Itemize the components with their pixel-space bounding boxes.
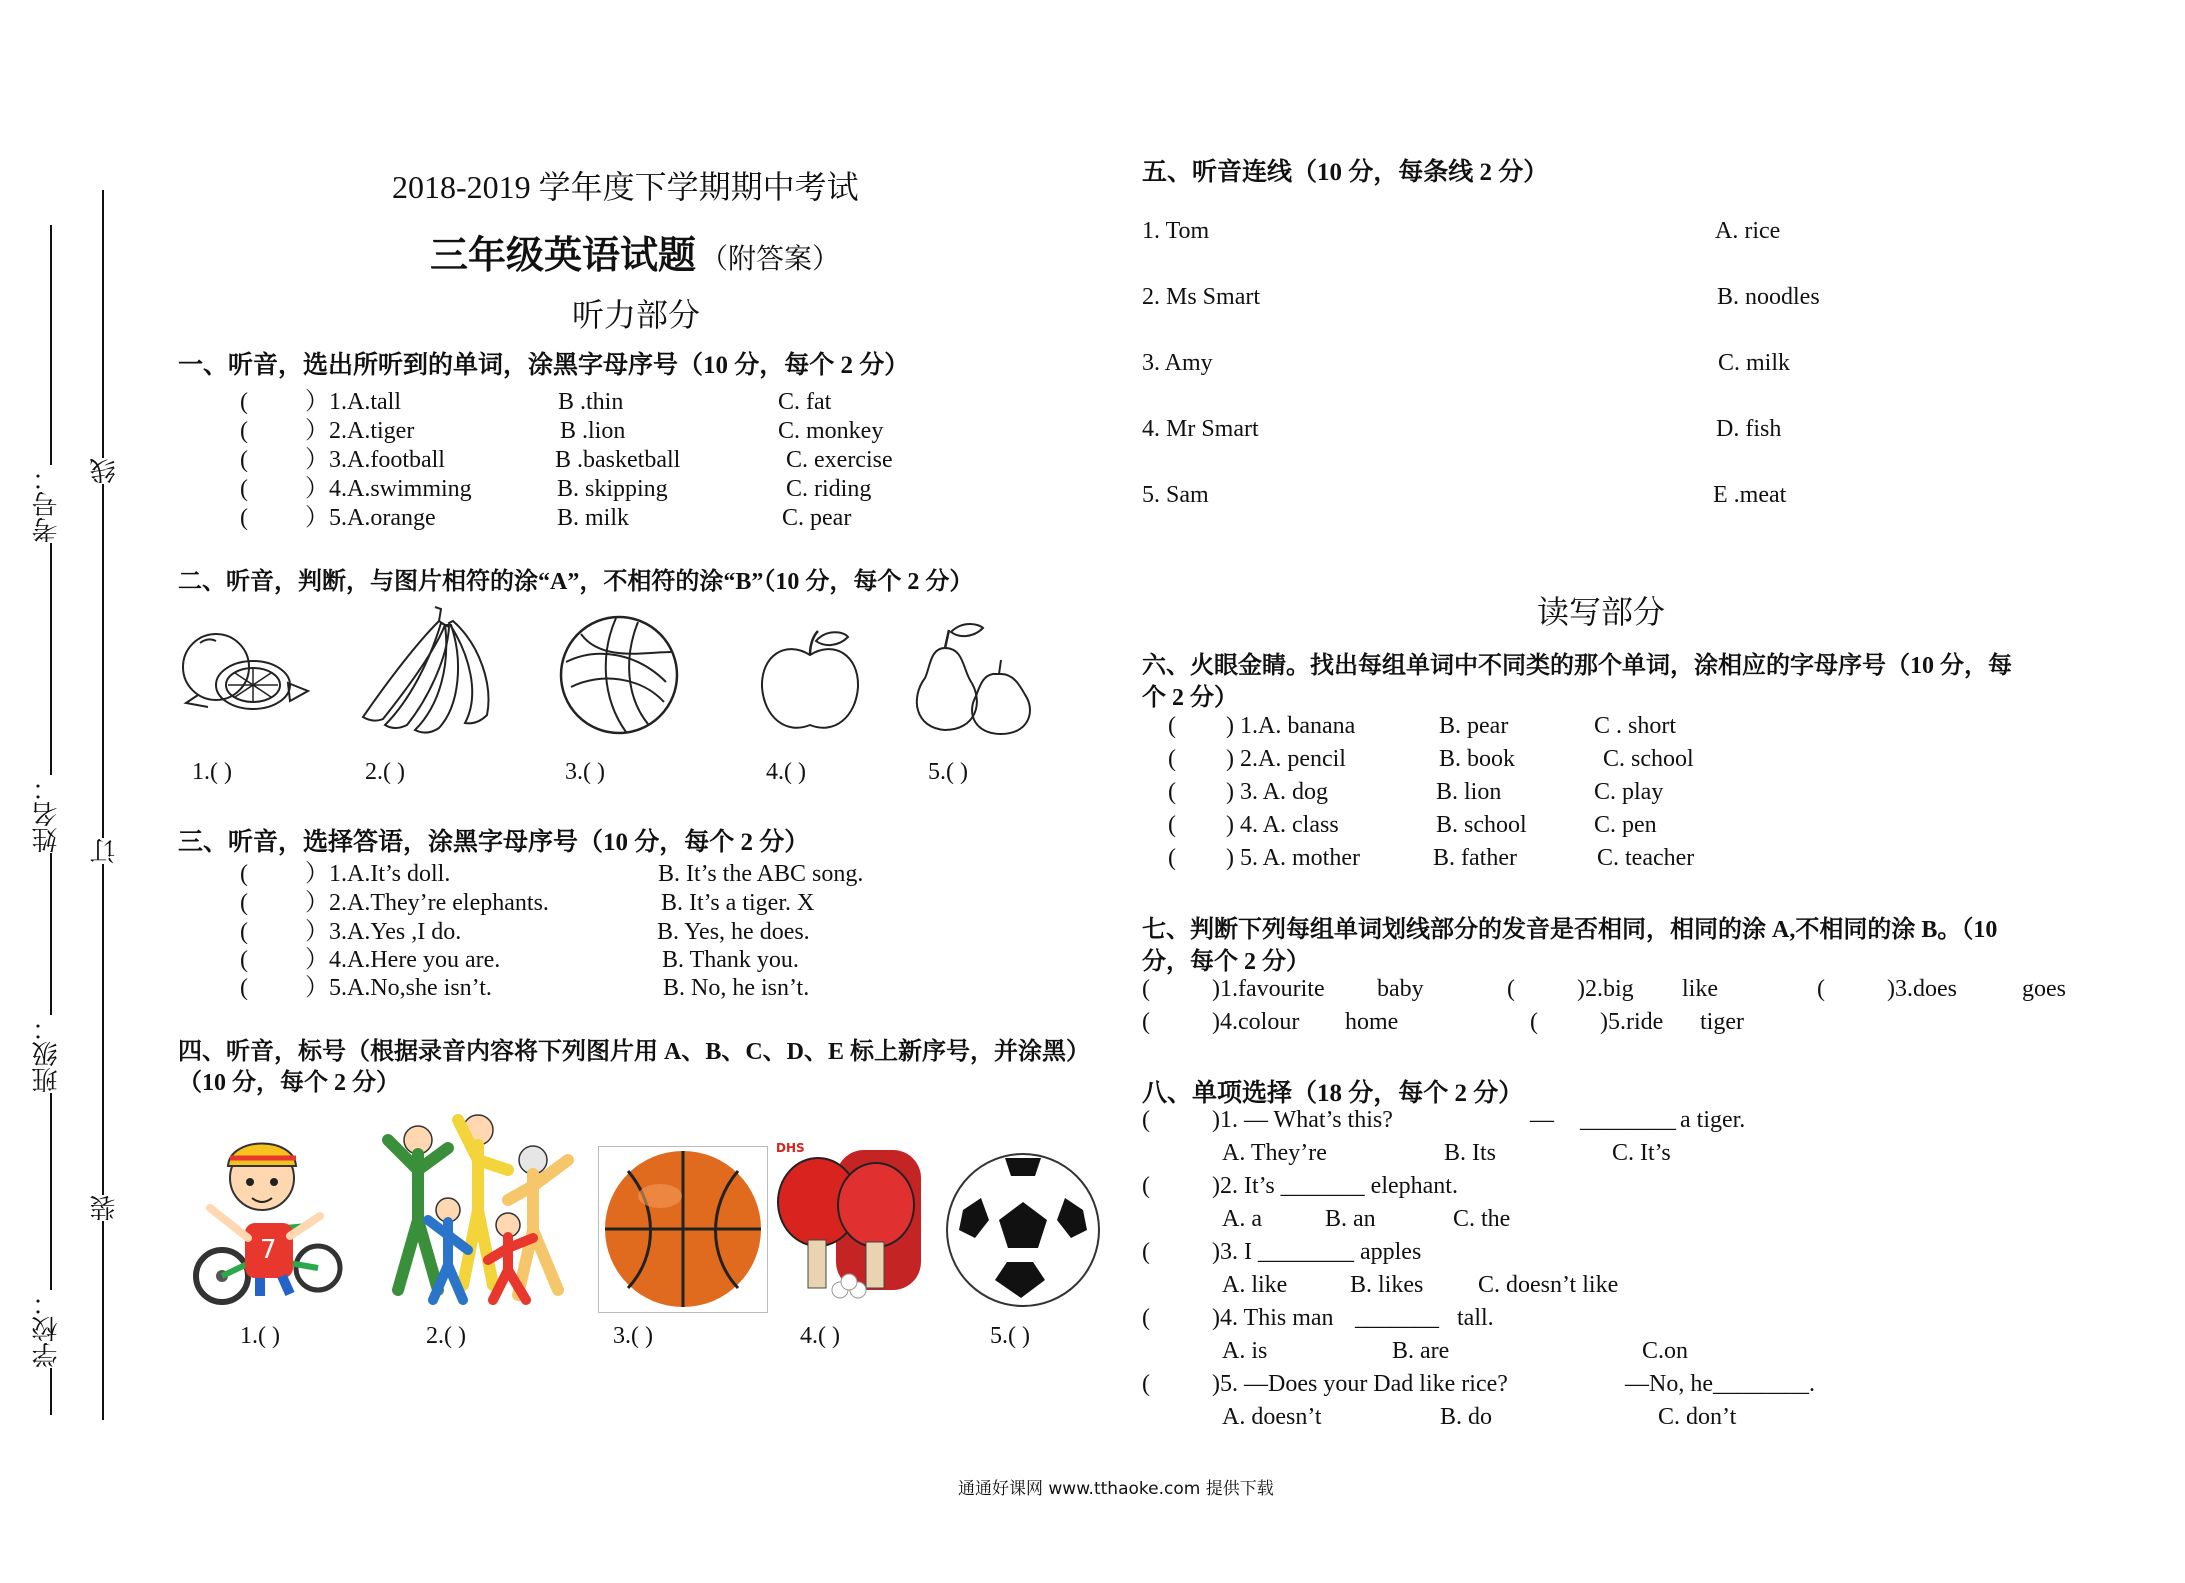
- answer-bracket[interactable]: (: [1142, 1009, 1150, 1035]
- option-c[interactable]: C. fat: [778, 389, 832, 415]
- option-c[interactable]: C . short: [1594, 713, 1677, 739]
- option-b[interactable]: B. an: [1325, 1206, 1376, 1232]
- answer-bracket[interactable]: (: [1142, 976, 1150, 1002]
- s8-q1: [1142, 1107, 1745, 1134]
- option-b[interactable]: B. lion: [1436, 779, 1502, 805]
- answer-bracket[interactable]: (: [240, 919, 248, 945]
- listening-heading: 听力部分: [572, 297, 701, 333]
- s2-answer-1[interactable]: 1.( ): [192, 759, 232, 785]
- ping-pong-picture: [776, 1140, 926, 1308]
- label-class: 班级：: [28, 1015, 65, 1093]
- option-c[interactable]: C. doesn’t like: [1478, 1272, 1619, 1298]
- s6-row1: [1168, 713, 1676, 740]
- s8-q4: [1142, 1305, 1494, 1332]
- s2-answer-5[interactable]: 5.( ): [928, 759, 968, 785]
- option-a[interactable]: ）3.A.Yes ,I do.: [305, 919, 462, 945]
- exam-title: [430, 224, 840, 279]
- option-b[interactable]: B. do: [1440, 1404, 1493, 1430]
- mark-bind: 装: [86, 1195, 123, 1221]
- option-a[interactable]: ) 2.A. pencil: [1226, 746, 1346, 772]
- option-c[interactable]: C. exercise: [786, 447, 893, 473]
- option-c[interactable]: C. school: [1603, 746, 1694, 772]
- option-a[interactable]: ）1.A.It’s doll.: [305, 861, 451, 887]
- section8-title: 八、单项选择（18 分，每个 2 分）: [1142, 1080, 1524, 1107]
- volleyball-picture: [556, 612, 682, 738]
- option-b[interactable]: B. are: [1392, 1338, 1450, 1364]
- answer-bracket[interactable]: (: [1507, 976, 1515, 1002]
- answer-bracket[interactable]: (: [240, 418, 248, 444]
- section7-title: 七、判断下列每组单词划线部分的发音是否相同，相同的涂 A,不相同的涂 B。（10: [1142, 917, 1998, 943]
- answer-bracket[interactable]: (: [1168, 812, 1176, 838]
- answer-bracket[interactable]: (: [240, 947, 248, 973]
- section6-title: 六、火眼金睛。找出每组单词中不同类的那个单词，涂相应的字母序号（10 分，每: [1142, 653, 2012, 679]
- s8-q3: [1142, 1239, 1421, 1266]
- apple-picture: [756, 625, 864, 740]
- s8-q1-options: [1222, 1140, 1671, 1167]
- question: )1. — What’s this?: [1212, 1107, 1393, 1133]
- label-school: 学校：: [28, 1290, 65, 1368]
- s2-answer-2[interactable]: 2.( ): [365, 759, 405, 785]
- answer-bracket[interactable]: (: [1142, 1305, 1150, 1331]
- option-b[interactable]: B. It’s the ABC song.: [658, 861, 864, 887]
- option-c[interactable]: C. don’t: [1658, 1404, 1737, 1430]
- option-c[interactable]: C. pen: [1594, 812, 1657, 838]
- word: )3.does: [1887, 976, 1957, 1002]
- s3-row5: [240, 967, 809, 1002]
- option-a[interactable]: ）5.A.No,she isn’t.: [305, 975, 492, 1001]
- s5-left-3[interactable]: 3. Amy: [1142, 350, 1213, 376]
- option-a[interactable]: ）3.A.football: [305, 447, 445, 473]
- word: goes: [2022, 976, 2066, 1002]
- answer-bracket[interactable]: (: [240, 975, 248, 1001]
- label-exam-number: 考号：: [28, 465, 65, 543]
- word: )1.favourite: [1212, 976, 1325, 1002]
- option-b[interactable]: B. father: [1433, 845, 1517, 871]
- s2-answer-4[interactable]: 4.( ): [766, 759, 806, 785]
- banana-picture: [355, 605, 495, 740]
- section7-title-cont: 分，每个 2 分）: [1142, 949, 1310, 975]
- answer-bracket[interactable]: (: [1168, 713, 1176, 739]
- option-a[interactable]: A. doesn’t: [1222, 1404, 1322, 1430]
- option-a[interactable]: A. a: [1222, 1206, 1262, 1232]
- option-a[interactable]: ) 1.A. banana: [1226, 713, 1356, 739]
- option-b[interactable]: B. book: [1439, 746, 1516, 772]
- answer-bracket[interactable]: (: [240, 447, 248, 473]
- s6-row4: [1168, 812, 1657, 839]
- answer-bracket[interactable]: (: [1142, 1239, 1150, 1265]
- option-c[interactable]: C. teacher: [1597, 845, 1695, 871]
- s2-answer-3[interactable]: 3.( ): [565, 759, 605, 785]
- section4-title-cont: （10 分，每个 2 分）: [178, 1070, 400, 1096]
- option-b[interactable]: B. No, he isn’t.: [663, 975, 810, 1001]
- soccer-ball-picture: [943, 1150, 1103, 1310]
- question: )4. This man: [1212, 1305, 1334, 1331]
- s7-row2: [1142, 1009, 1744, 1036]
- s5-right-a[interactable]: A. rice: [1715, 218, 1781, 244]
- option-b[interactable]: B. Its: [1444, 1140, 1497, 1166]
- boy-riding-bike-picture: [190, 1118, 350, 1308]
- question-end: tall.: [1457, 1305, 1494, 1331]
- answer-bracket[interactable]: (: [1817, 976, 1825, 1002]
- answer-bracket[interactable]: (: [240, 505, 248, 531]
- s5-right-b[interactable]: B. noodles: [1717, 284, 1820, 310]
- question-end: a tiger.: [1680, 1107, 1746, 1133]
- option-b[interactable]: B .basketball: [555, 447, 681, 473]
- option-c[interactable]: C. riding: [786, 476, 872, 502]
- answer-bracket[interactable]: (: [1142, 1173, 1150, 1199]
- option-b[interactable]: B. skipping: [557, 476, 668, 502]
- s8-q5-options: [1222, 1404, 1736, 1431]
- mark-staple: 订: [86, 838, 123, 864]
- s8-q3-options: [1222, 1272, 1618, 1299]
- answer-bracket[interactable]: (: [1168, 746, 1176, 772]
- option-b[interactable]: B. pear: [1439, 713, 1509, 739]
- option-a[interactable]: ）4.A.Here you are.: [305, 947, 501, 973]
- answer-bracket[interactable]: (: [240, 389, 248, 415]
- option-b[interactable]: B. Thank you.: [662, 947, 799, 973]
- word: )2.big: [1577, 976, 1634, 1002]
- s8-q4-options: [1222, 1338, 1688, 1365]
- question: )3. I ________ apples: [1212, 1239, 1422, 1265]
- option-c[interactable]: C. the: [1453, 1206, 1511, 1232]
- option-a[interactable]: ) 5. A. mother: [1226, 845, 1360, 871]
- s8-q5: [1142, 1371, 1815, 1398]
- option-a[interactable]: ）2.A.tiger: [305, 418, 415, 444]
- section5-title: 五、听音连线（10 分，每条线 2 分）: [1142, 159, 1549, 186]
- family-exercising-picture: [368, 1100, 593, 1310]
- blank[interactable]: _______: [1355, 1305, 1439, 1331]
- answer-bracket[interactable]: (: [1168, 845, 1176, 871]
- word: baby: [1377, 976, 1424, 1002]
- s6-row5: [1168, 845, 1694, 872]
- answer-prompt[interactable]: —No, he________.: [1625, 1371, 1815, 1397]
- section4-title: 四、听音，标号（根据录音内容将下列图片用 A、B、C、D、E 标上新序号，并涂黑）: [178, 1039, 1091, 1065]
- s8-q2: [1142, 1173, 1458, 1200]
- s8-q2-options: [1222, 1206, 1510, 1233]
- answer-bracket[interactable]: (: [240, 861, 248, 887]
- blank[interactable]: ________: [1580, 1107, 1676, 1133]
- s4-answer-1[interactable]: 1.( ): [240, 1323, 280, 1349]
- pear-picture: [905, 618, 1040, 738]
- word: tiger: [1700, 1009, 1744, 1035]
- option-b[interactable]: B. likes: [1350, 1272, 1424, 1298]
- section1-title: 一、听音，选出所听到的单词，涂黑字母序号（10 分，每个 2 分）: [178, 352, 910, 379]
- svg-text:DHS: DHS: [776, 1141, 805, 1155]
- s5-left-4[interactable]: 4. Mr Smart: [1142, 416, 1259, 442]
- answer-bracket[interactable]: (: [240, 890, 248, 916]
- option-c[interactable]: C. It’s: [1612, 1140, 1671, 1166]
- option-b[interactable]: B. school: [1436, 812, 1527, 838]
- exam-year-line: 2018-2019 学年度下学期期中考试: [392, 169, 859, 205]
- option-a[interactable]: ）2.A.They’re elephants.: [305, 890, 549, 916]
- option-c[interactable]: C. play: [1594, 779, 1664, 805]
- section2-title: 二、听音，判断，与图片相符的涂“A”，不相符的涂“B”（10 分，每个 2 分）: [178, 569, 974, 595]
- option-c[interactable]: C. monkey: [778, 418, 884, 444]
- s5-left-2[interactable]: 2. Ms Smart: [1142, 284, 1261, 310]
- svg-text:7: 7: [260, 1235, 277, 1265]
- answer-bracket[interactable]: (: [1142, 1107, 1150, 1133]
- answer-bracket[interactable]: (: [1530, 1009, 1538, 1035]
- option-a[interactable]: A. They’re: [1222, 1140, 1327, 1166]
- option-b[interactable]: B. milk: [557, 505, 630, 531]
- option-a[interactable]: A. like: [1222, 1272, 1288, 1298]
- option-a[interactable]: ）1.A.tall: [305, 389, 401, 415]
- orange-picture: [178, 625, 318, 720]
- s1-row5: [240, 497, 851, 532]
- word: home: [1345, 1009, 1399, 1035]
- s5-right-e[interactable]: E .meat: [1713, 482, 1787, 508]
- option-a[interactable]: ) 3. A. dog: [1226, 779, 1328, 805]
- section3-title: 三、听音，选择答语，涂黑字母序号（10 分，每个 2 分）: [178, 829, 810, 856]
- word: )4.colour: [1212, 1009, 1300, 1035]
- answer-bracket[interactable]: (: [240, 476, 248, 502]
- word: )5.ride: [1600, 1009, 1664, 1035]
- option-a[interactable]: ）5.A.orange: [305, 505, 436, 531]
- option-a[interactable]: A. is: [1222, 1338, 1268, 1364]
- option-c[interactable]: C. pear: [782, 505, 852, 531]
- word: like: [1682, 976, 1718, 1002]
- s7-row1: [1142, 976, 2066, 1003]
- binding-line-inner: [102, 190, 104, 1420]
- answer-bracket[interactable]: (: [1168, 779, 1176, 805]
- exam-title-main: 三年级英语试题: [430, 232, 697, 277]
- question: )2. It’s _______ elephant.: [1212, 1173, 1458, 1199]
- page-footer: 通通好课网 www.tthaoke.com 提供下载: [958, 1479, 1274, 1499]
- label-name: 姓名：: [28, 775, 65, 853]
- option-b[interactable]: B. It’s a tiger. X: [661, 890, 815, 916]
- exam-title-note: （附答案）: [700, 244, 841, 275]
- question: )5. —Does your Dad like rice?: [1212, 1371, 1508, 1397]
- s6-row3: [1168, 779, 1663, 806]
- option-a[interactable]: ) 4. A. class: [1226, 812, 1339, 838]
- option-c[interactable]: C.on: [1642, 1338, 1689, 1364]
- s4-answer-3[interactable]: 3.( ): [613, 1323, 653, 1349]
- s5-left-1[interactable]: 1. Tom: [1142, 218, 1210, 244]
- s5-left-5[interactable]: 5. Sam: [1142, 482, 1209, 508]
- option-b[interactable]: B .lion: [560, 418, 626, 444]
- option-a[interactable]: ）4.A.swimming: [305, 476, 472, 502]
- basketball-picture: [598, 1146, 768, 1313]
- s5-right-c[interactable]: C. milk: [1718, 350, 1791, 376]
- s6-row2: [1168, 746, 1694, 773]
- answer-bracket[interactable]: (: [1142, 1371, 1150, 1397]
- mark-line: 线: [86, 458, 123, 484]
- s4-answer-4[interactable]: 4.( ): [800, 1323, 840, 1349]
- s4-answer-2[interactable]: 2.( ): [426, 1323, 466, 1349]
- option-b[interactable]: B. Yes, he does.: [657, 919, 810, 945]
- section6-title-cont: 个 2 分）: [1142, 685, 1238, 711]
- reading-writing-heading: 读写部分: [1537, 594, 1666, 630]
- s4-answer-5[interactable]: 5.( ): [990, 1323, 1030, 1349]
- s5-right-d[interactable]: D. fish: [1716, 416, 1782, 442]
- dash: —: [1530, 1107, 1554, 1133]
- option-b[interactable]: B .thin: [558, 389, 624, 415]
